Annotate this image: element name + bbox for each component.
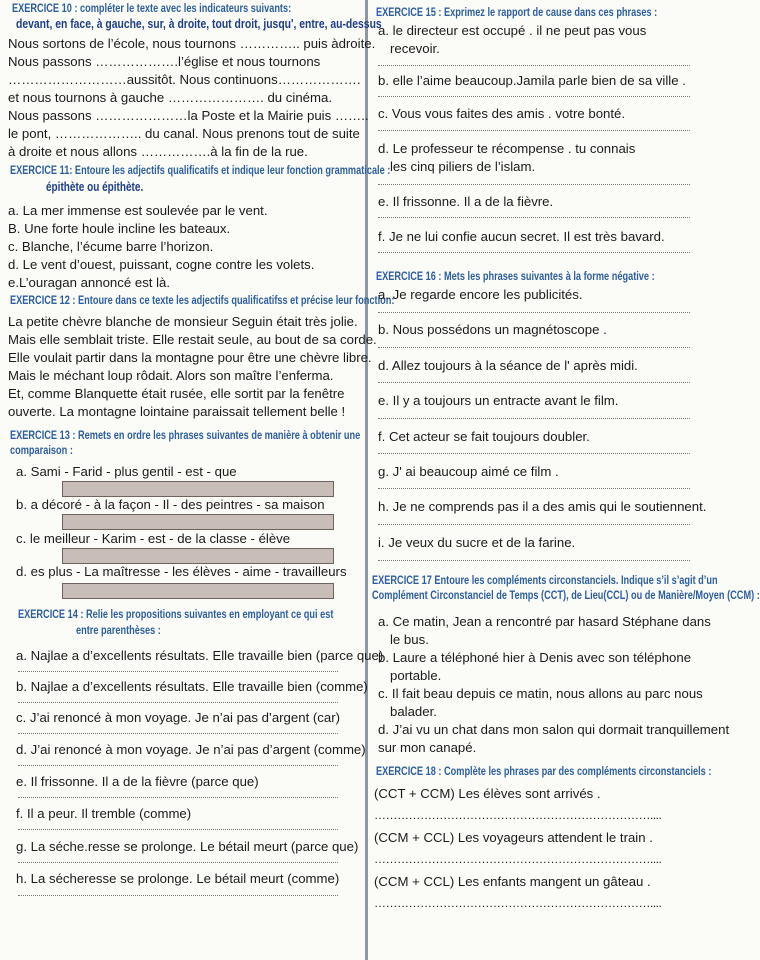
exercise-12-line: ouverte. La montagne lointaine paraissait tellement belle !	[8, 404, 346, 419]
exercise-12-line: Mais elle semblait triste. Elle restait seule, au bout de sa corde.	[8, 332, 377, 347]
exercise-18-item: (CCM + CCL) Les enfants mangent un gâteau .	[374, 874, 651, 889]
exercise-14-item: g. La séche.resse se prolonge. Le bétail meurt (parce que)	[16, 839, 359, 854]
exercise-16-item: f. Cet acteur se fait toujours doubler.	[378, 429, 590, 444]
exercise-12-title: EXERCICE 12 : Entoure dans ce texte les adjectifs qualificatifss et précise leur fonction:	[10, 295, 395, 307]
answer-line[interactable]	[18, 733, 338, 734]
exercise-10-line: Nous passons ……………….l’église et nous tournons	[8, 54, 321, 69]
answer-line[interactable]	[378, 312, 690, 313]
answer-box[interactable]	[62, 548, 334, 564]
exercise-14-title-continued: entre parenthèses :	[76, 625, 161, 637]
exercise-18-item: (CCT + CCM) Les élèves sont arrivés .	[374, 786, 601, 801]
answer-line[interactable]	[378, 560, 690, 561]
exercise-16-item: b. Nous possédons un magnétoscope .	[378, 322, 607, 337]
answer-line[interactable]	[378, 418, 690, 419]
answer-dots[interactable]: ………………………………………………………………....	[374, 852, 662, 866]
exercise-15-title: EXERCICE 15 : Exprimez le rapport de cause dans ces phrases :	[376, 7, 658, 19]
answer-line[interactable]	[378, 252, 690, 253]
exercise-16-item: e. Il y a toujours un entracte avant le film.	[378, 393, 619, 408]
exercise-11-sentence: e.L’ouragan annoncé est là.	[8, 275, 171, 290]
exercise-16-item: d. Allez toujours à la séance de l' après midi.	[378, 358, 638, 373]
exercise-15-item-continued: recevoir.	[390, 41, 440, 56]
exercise-16-item: a. Je regarde encore les publicités.	[378, 287, 583, 302]
exercise-17-line: portable.	[390, 668, 442, 683]
exercise-17-line: le bus.	[390, 632, 429, 647]
exercise-17-title-continued: Complément Circonstanciel de Temps (CCT), de Lieu(CCL) ou de Manière/Moyen (CCM) :	[372, 590, 760, 602]
exercise-10-line: Nous sortons de l’école, nous tournons ………….. puis àdroite.	[8, 36, 376, 51]
exercise-12-line: La petite chèvre blanche de monsieur Seguin était très jolie.	[8, 314, 358, 329]
answer-box[interactable]	[62, 583, 334, 599]
answer-dots[interactable]: ………………………………………………………………....	[374, 896, 662, 910]
exercise-14-item: f. Il a peur. Il tremble (comme)	[16, 806, 192, 821]
exercise-11-sentence: B. Une forte houle incline les bateaux.	[8, 221, 231, 236]
answer-line[interactable]	[378, 65, 690, 66]
exercise-14-item: e. Il frissonne. Il a de la fièvre (parce que)	[16, 774, 259, 789]
exercise-15-item: b. elle l’aime beaucoup.Jamila parle bien de sa ville .	[378, 73, 686, 88]
answer-line[interactable]	[378, 488, 690, 489]
answer-line[interactable]	[18, 829, 338, 830]
exercise-11-title: EXERCICE 11: Entoure les adjectifs qualificatifs et indique leur fonction grammaticale :	[10, 165, 391, 177]
exercise-17-line: c. Il fait beau depuis ce matin, nous allons au parc nous	[378, 686, 703, 701]
exercise-16-item: i. Je veux du sucre et de la farine.	[378, 535, 576, 550]
answer-box[interactable]	[62, 481, 334, 497]
exercise-15-item-continued: les cinq piliers de l’islam.	[390, 159, 536, 174]
answer-line[interactable]	[378, 130, 690, 131]
answer-dots[interactable]: ………………………………………………………………....	[374, 808, 662, 822]
exercise-10-line: ………………………aussitôt. Nous continuons……………….	[8, 72, 361, 87]
exercise-10-word-list: devant, en face, à gauche, sur, à droite, tout droit, jusqu', entre, au-dessus	[16, 17, 382, 31]
exercise-15-item: d. Le professeur te récompense . tu connais	[378, 141, 636, 156]
exercise-10-line: Nous passons …………………la Poste et la Mairie puis ……..	[8, 108, 369, 123]
exercise-13-title-continued: comparaison :	[10, 445, 73, 457]
answer-line[interactable]	[378, 347, 690, 348]
exercise-16-item: h. Je ne comprends pas il a des amis qui le soutiennent.	[378, 499, 707, 514]
exercise-14-item: b. Najlae a d’excellents résultats. Elle travaille bien (comme)	[16, 679, 368, 694]
left-column	[4, 0, 395, 960]
exercise-17-line: d. J’ai vu un chat dans mon salon qui dormait tranquillement	[378, 722, 730, 737]
answer-box[interactable]	[62, 514, 334, 530]
exercise-17-line: balader.	[390, 704, 437, 719]
exercise-10-line: à droite et nous allons …………….à la fin de la rue.	[8, 144, 308, 159]
exercise-17-line: a. Ce matin, Jean a rencontré par hasard Stéphane dans	[378, 614, 711, 629]
exercise-15-item: e. Il frissonne. Il a de la fièvre.	[378, 194, 554, 209]
answer-line[interactable]	[378, 382, 690, 383]
exercise-11-sentence: c. Blanche, l’écume barre l’horizon.	[8, 239, 214, 254]
exercise-17-line: sur mon canapé.	[378, 740, 477, 755]
exercise-16-title: EXERCICE 16 : Mets les phrases suivantes à la forme négative :	[376, 271, 655, 283]
answer-line[interactable]	[378, 524, 690, 525]
exercise-12-line: Et, comme Blanquette était rusée, elle sortit par la fenêtre	[8, 386, 345, 401]
exercise-15-item: c. Vous vous faites des amis . votre bonté.	[378, 106, 626, 121]
answer-line[interactable]	[18, 862, 338, 863]
answer-line[interactable]	[18, 765, 338, 766]
column-divider	[365, 0, 368, 960]
exercise-10-title: EXERCICE 10 : compléter le texte avec les indicateurs suivants:	[12, 3, 292, 15]
exercise-13-title: EXERCICE 13 : Remets en ordre les phrases suivantes de manière à obtenir une	[10, 430, 361, 442]
exercise-13-item: a. Sami - Farid - plus gentil - est - que	[16, 464, 237, 479]
answer-line[interactable]	[378, 217, 690, 218]
exercise-11-subtitle: épithète ou épithète.	[46, 180, 144, 194]
answer-line[interactable]	[18, 702, 338, 703]
exercise-14-item: d. J’ai renoncé à mon voyage. Je n’ai pas d’argent (comme)	[16, 742, 366, 757]
answer-line[interactable]	[18, 671, 338, 672]
right-column	[372, 0, 760, 960]
exercise-15-item: f. Je ne lui confie aucun secret. Il est très bavard.	[378, 229, 665, 244]
exercise-16-item: g. J' ai beaucoup aimé ce film .	[378, 464, 559, 479]
exercise-14-title: EXERCICE 14 : Relie les propositions suivantes en employant ce qui est	[18, 609, 334, 621]
exercise-13-item: d. es plus - La maîtresse - les élèves - aime - travailleurs	[16, 564, 347, 579]
exercise-13-item: c. le meilleur - Karim - est - de la classe - élève	[16, 531, 291, 546]
exercise-11-sentence: a. La mer immense est soulevée par le vent.	[8, 203, 268, 218]
exercise-17-title: EXERCICE 17 Entoure les compléments circonstanciels. Indique s’il s’agit d’un	[372, 575, 718, 587]
exercise-18-item: (CCM + CCL) Les voyageurs attendent le train .	[374, 830, 653, 845]
exercise-12-line: Mais le méchant loup rôdait. Alors son maître l’enferma.	[8, 368, 334, 383]
exercise-11-sentence: d. Le vent d’ouest, puissant, cogne contre les volets.	[8, 257, 315, 272]
exercise-17-line: b. Laure a téléphoné hier à Denis avec son téléphone	[378, 650, 692, 665]
exercise-14-item: a. Najlae a d’excellents résultats. Elle travaille bien (parce que)	[16, 648, 384, 663]
exercise-14-item: h. La sécheresse se prolonge. Le bétail meurt (comme)	[16, 871, 340, 886]
exercise-10-line: et nous tournons à gauche …………………. du cinéma.	[8, 90, 332, 105]
exercise-14-item: c. J’ai renoncé à mon voyage. Je n’ai pas d’argent (car)	[16, 710, 340, 725]
answer-line[interactable]	[378, 184, 690, 185]
answer-line[interactable]	[378, 96, 690, 97]
exercise-15-item: a. le directeur est occupé . il ne peut pas vous	[378, 23, 647, 38]
exercise-10-line: le pont, ……………….. du canal. Nous prenons tout de suite	[8, 126, 360, 141]
answer-line[interactable]	[18, 895, 338, 896]
exercise-13-item: b. a décoré - à la façon - Il - des peintres - sa maison	[16, 497, 325, 512]
exercise-12-line: Elle voulait partir dans la montagne pour être une chèvre libre.	[8, 350, 372, 365]
answer-line[interactable]	[18, 797, 338, 798]
answer-line[interactable]	[378, 453, 690, 454]
exercise-18-title: EXERCICE 18 : Complète les phrases par des compléments circonstanciels :	[376, 766, 712, 778]
